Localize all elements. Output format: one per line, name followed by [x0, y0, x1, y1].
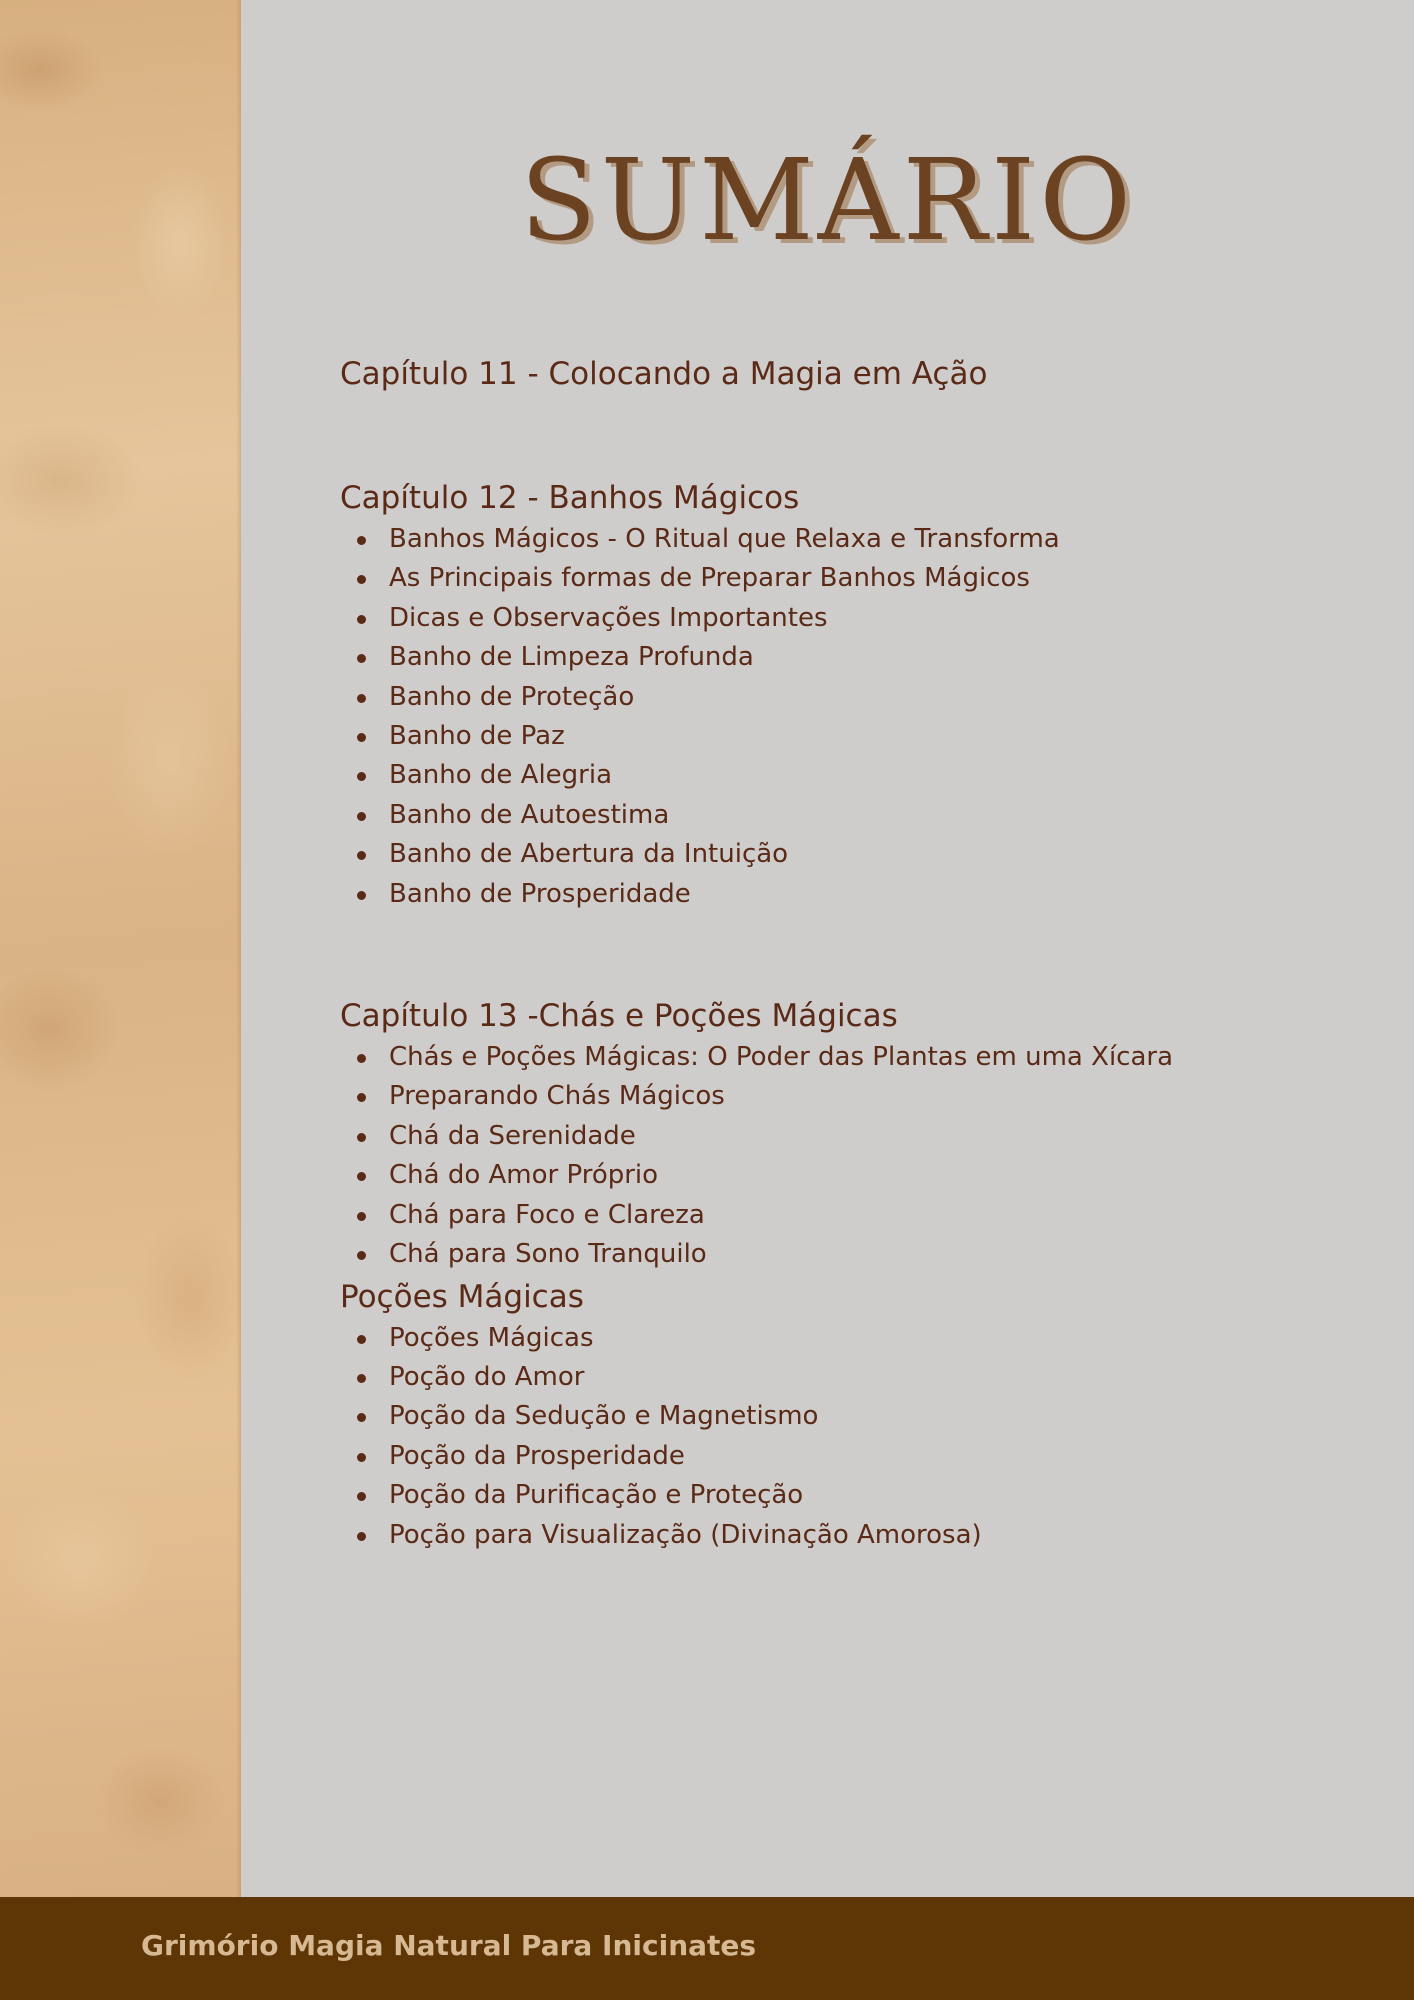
list-item-label: Banhos Mágicos - O Ritual que Relaxa e Transforma — [389, 524, 1060, 554]
bullet-icon — [357, 772, 366, 781]
list-item — [340, 599, 1340, 638]
list-item — [340, 756, 1340, 795]
list-item-label: Chá do Amor Próprio — [389, 1160, 659, 1191]
list-item — [340, 1319, 1340, 1358]
bullet-icon — [357, 812, 366, 821]
list-item-label: Poção para Visualização (Divinação Amorosa) — [389, 1519, 982, 1550]
list-item-label: Banho de Prosperidade — [389, 878, 691, 909]
list-item-label: Banho de Limpeza Profunda — [389, 642, 754, 673]
chapter-12-list — [340, 520, 1340, 914]
potions-title: Poções Mágicas — [340, 1278, 584, 1315]
bullet-icon — [357, 536, 366, 545]
list-item — [340, 1397, 1340, 1436]
list-item — [340, 638, 1340, 677]
list-item-label: Chá para Sono Tranquilo — [389, 1239, 707, 1270]
list-item — [340, 1196, 1340, 1235]
bullet-icon — [357, 1054, 366, 1063]
list-item-label: Dicas e Observações Importantes — [389, 602, 828, 633]
bullet-icon — [357, 1492, 366, 1501]
chapter-13-title: Capítulo 13 -Chás e Poções Mágicas — [340, 998, 898, 1035]
list-item-label: Poções Mágicas — [389, 1322, 594, 1353]
list-item — [340, 1476, 1340, 1515]
list-item-label: As Principais formas de Preparar Banhos Mágicos — [389, 563, 1030, 594]
chapter-13-list — [340, 1038, 1340, 1274]
bullet-icon — [357, 1453, 366, 1462]
bullet-icon — [357, 654, 366, 663]
list-item — [340, 875, 1340, 914]
list-item-label: Poção da Purificação e Proteção — [389, 1480, 804, 1511]
list-item — [340, 835, 1340, 874]
list-item-label: Banho de Proteção — [389, 681, 635, 712]
spacer — [340, 396, 1340, 476]
parchment-sidebar — [0, 0, 241, 1897]
bullet-icon — [357, 1212, 366, 1221]
list-item — [340, 1358, 1340, 1397]
footer-bar — [0, 1897, 1414, 2000]
list-item-label: Chás e Poções Mágicas: O Poder das Plantas em uma Xícara — [389, 1042, 1174, 1073]
list-item-label: Banho de Autoestima — [389, 799, 670, 830]
bullet-icon — [357, 1374, 366, 1383]
bullet-icon — [357, 615, 366, 624]
footer-text: Grimório Magia Natural Para Inicinates — [141, 1929, 757, 1962]
bullet-icon — [357, 1093, 366, 1102]
list-item — [340, 796, 1340, 835]
bullet-icon — [357, 1251, 366, 1260]
list-item — [340, 1077, 1340, 1116]
list-item — [340, 1156, 1340, 1195]
list-item — [340, 1038, 1340, 1077]
list-item-label: Preparando Chás Mágicos — [389, 1081, 725, 1112]
bullet-icon — [357, 575, 366, 584]
bullet-icon — [357, 694, 366, 703]
list-item — [340, 717, 1340, 756]
list-item-label: Banho de Alegria — [389, 760, 613, 791]
chapter-11-title: Capítulo 11 - Colocando a Magia em Ação — [340, 356, 988, 392]
list-item-label: Chá para Foco e Clareza — [389, 1199, 705, 1230]
list-item-label: Banho de Abertura da Intuição — [389, 839, 789, 870]
list-item-label: Poção do Amor — [389, 1361, 585, 1392]
list-item — [340, 678, 1340, 717]
list-item-label: Poção da Prosperidade — [389, 1440, 685, 1471]
sidebar-edge — [236, 0, 241, 1897]
list-item — [340, 1117, 1340, 1156]
list-item-label: Poção da Sedução e Magnetismo — [389, 1401, 819, 1432]
list-item-label: Chá da Serenidade — [389, 1120, 636, 1151]
potions-list — [340, 1319, 1340, 1555]
list-item-label: Banho de Paz — [389, 721, 565, 752]
table-of-contents — [340, 352, 1340, 1555]
bullet-icon — [357, 1133, 366, 1142]
bullet-icon — [357, 1335, 366, 1344]
list-item — [340, 1516, 1340, 1555]
list-item — [340, 1437, 1340, 1476]
list-item — [340, 559, 1340, 598]
page-title: SUMÁRIO — [519, 136, 1136, 266]
bullet-icon — [357, 733, 366, 742]
bullet-icon — [357, 851, 366, 860]
bullet-icon — [357, 1172, 366, 1181]
bullet-icon — [357, 1413, 366, 1422]
chapter-12-title: Capítulo 12 - Banhos Mágicos — [340, 480, 800, 516]
spacer — [340, 914, 1340, 994]
list-item — [340, 520, 1340, 559]
list-item — [340, 1235, 1340, 1274]
bullet-icon — [357, 891, 366, 900]
bullet-icon — [357, 1532, 366, 1541]
